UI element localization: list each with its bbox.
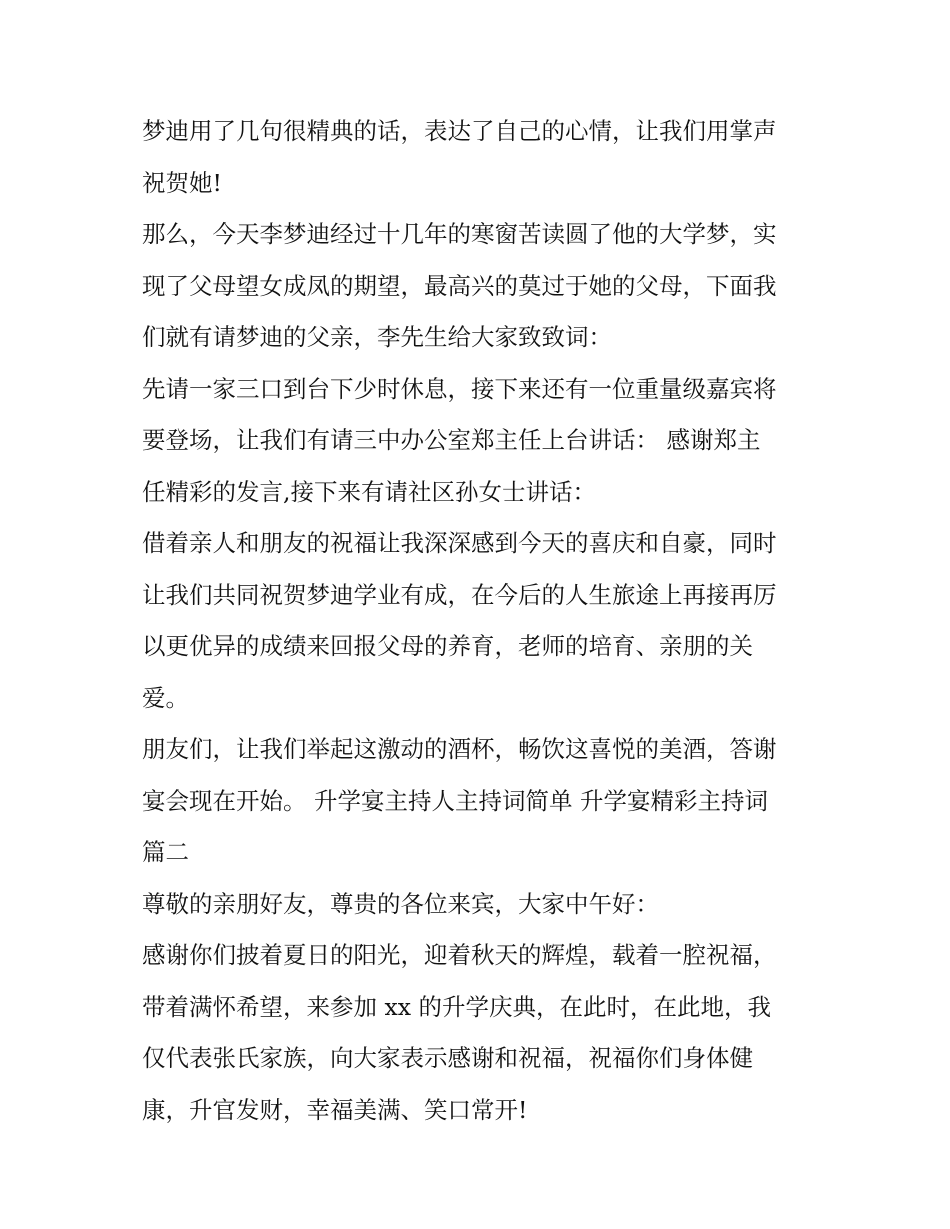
text-line: 朋友们，让我们举起这激动的酒杯，畅饮这喜悦的美酒，答谢 <box>142 735 777 763</box>
text-line: 借着亲人和朋友的祝福让我深深感到今天的喜庆和自豪，同时 <box>142 529 777 557</box>
text-line: 现了父母望女成凤的期望，最高兴的莫过于她的父母，下面我 <box>142 271 777 300</box>
text-line: 篇二 <box>142 838 189 866</box>
text-line: 爱。 <box>142 683 189 712</box>
text-line: 宴会现在开始。 升学宴主持人主持词简单 升学宴精彩主持词 <box>142 786 768 815</box>
text-line: 梦迪用了几句很精典的话，表达了自己的心情，让我们用掌声 <box>142 117 777 145</box>
body-text <box>142 106 814 1136</box>
text-line: 祝贺她! <box>142 168 222 197</box>
text-line: 先请一家三口到台下少时休息，接下来还有一位重量级嘉宾将 <box>142 374 777 403</box>
text-line: 们就有请梦迪的父亲，李先生给大家致致词： <box>142 323 612 351</box>
text-line: 那么，今天李梦迪经过十几年的寒窗苦读圆了他的大学梦，实 <box>142 220 777 248</box>
text-line: 让我们共同祝贺梦迪学业有成，在今后的人生旅途上再接再厉 <box>142 580 777 609</box>
text-line: 感谢你们披着夏日的阳光，迎着秋天的辉煌，载着一腔祝福， <box>142 941 777 969</box>
text-line: 要登场，让我们有请三中办公室郑主任上台讲话： 感谢郑主 <box>142 426 761 454</box>
text-line: 以更优异的成绩来回报父母的养育，老师的培育、亲朋的关 <box>142 632 753 660</box>
text-line: 尊敬的亲朋好友，尊贵的各位来宾，大家中午好： <box>142 889 659 918</box>
text-line: 康，升官发财，幸福美满、笑口常开! <box>142 1095 528 1124</box>
text-line: 带着满怀希望，来参加 xx 的升学庆典，在此时，在此地，我 <box>142 992 771 1021</box>
text-line: 仅代表张氏家族，向大家表示感谢和祝福，祝福你们身体健 <box>142 1044 753 1072</box>
text-line: 任精彩的发言,接下来有请社区孙女士讲话： <box>142 477 596 506</box>
